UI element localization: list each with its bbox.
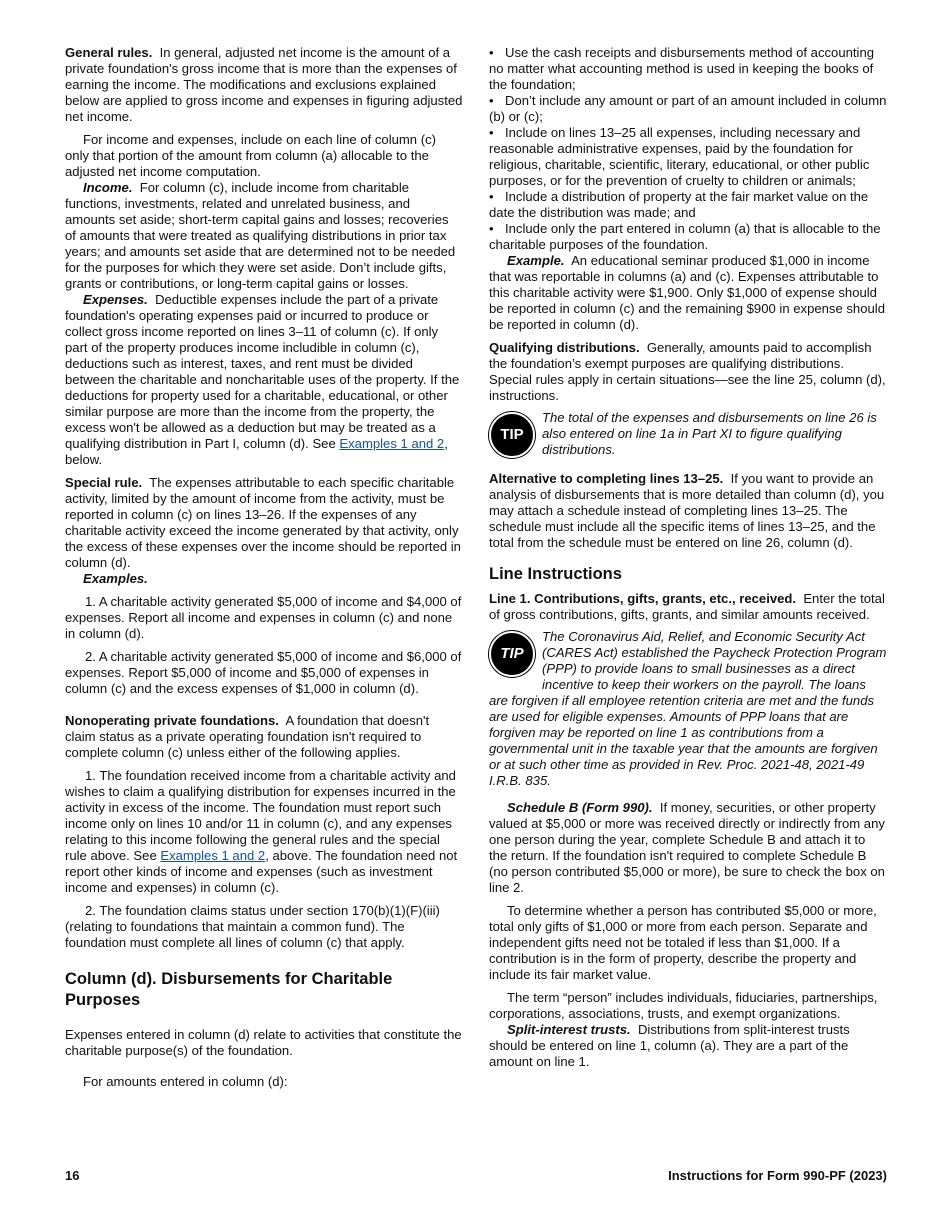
list-item xyxy=(489,125,887,189)
alternative-body: If you want to provide an analysis of disbursements that is more detailed than column (d), you may attach a schedule instead of completing lines 13–25. The schedule must include all the specific items of lines 13–25, and the total from the schedule must be entered on line 26, column (d). xyxy=(489,471,885,550)
right-column xyxy=(489,45,887,1070)
bullet-text: Use the cash receipts and disbursements method of accounting no matter what accounting method is used in keeping the books of the foundation; xyxy=(489,45,875,92)
line-1-heading: Line 1. Contributions, gifts, grants, etc., received. xyxy=(489,591,797,606)
page-number: 16 xyxy=(65,1168,80,1183)
list-item xyxy=(489,221,887,253)
tip-1-text: The total of the expenses and disbursements on line 26 is also entered on line 1a in Part XI to figure qualifying distributions. xyxy=(542,410,877,457)
expenses-tail: , below. xyxy=(65,436,448,467)
alternative-paragraph xyxy=(489,471,887,551)
tip-2-text: The Coronavirus Aid, Relief, and Economic Security Act (CARES Act) established the Paycheck Protection Program (PPP) to provide loans to small businesses as a direct incentive to keep their workers on the payroll. The loans are forgiven if all employee retention criteria are met and the funds are used for eligible expenses. Amounts of PPP loans that are forgiven may be reported on line 1 as contributions from a governmental unit in the taxable year that the amounts are forgiven or at such other time as provided in Rev. Proc. 2021-48, 2021-49 I.R.B. 835. xyxy=(489,629,887,788)
list-item xyxy=(489,45,887,93)
bullet-text: Include a distribution of property at the fair market value on the date the distribution was made; and xyxy=(489,189,869,220)
list-item xyxy=(489,189,887,221)
expenses-paragraph xyxy=(65,292,463,468)
form-title-footer: Instructions for Form 990-PF (2023) xyxy=(668,1168,887,1183)
line-1-body: Enter the total of gross contributions, gifts, grants, and similar amounts received. xyxy=(489,591,885,622)
income-expenses-paragraph: For income and expenses, include on each line of column (c) only that portion of the amount from column (a) allocable to the adjusted net income computation. xyxy=(65,132,436,179)
nonop-item-2: 2. The foundation claims status under section 170(b)(1)(F)(iii) (relating to foundations that maintain a common fund). The foundation must complete all lines of column (c) that apply. xyxy=(65,903,440,950)
tip-box-1 xyxy=(489,410,887,458)
special-rule-heading: Special rule. xyxy=(65,475,143,490)
bullet-glyph: • xyxy=(489,45,494,60)
nonoperating-paragraph xyxy=(65,713,463,761)
examples-heading-line xyxy=(65,571,463,587)
expenses-body: Deductible expenses include the part of a private foundation's operating expenses paid or incurred to produce or collect gross income reported on lines 3–11 of column (c). If only part of the property produces income includible in column (c), deductions such as interest, taxes, and rent must be divided between the charitable and noncharitable uses of the property. If the deductions for property used for a charitable, educational, or other similar purpose are more than the income from the property, the excess won't be allowed as a deduction but may be treated as a qualifying distribution in Part I, column (d). See xyxy=(65,292,460,451)
income-heading: Income. xyxy=(83,180,133,195)
determine-paragraph: To determine whether a person has contributed $5,000 or more, total only gifts of $1,000 or more from each person. Separate and independent gifts need not be totaled if less than $1,000. If a contribution is in the form of property, describe the property and include its fair market value. xyxy=(489,903,877,982)
alternative-heading: Alternative to completing lines 13–25. xyxy=(489,471,724,486)
example-heading: Example. xyxy=(507,253,565,268)
column-d-heading: Column (d). Disbursements for Charitable Purposes xyxy=(65,970,393,1009)
general-rules-body: In general, adjusted net income is the amount of a private foundation's gross income that is more than the expenses of earning the income. The modifications and exclusions explained below are applied to gross income and expenses in figuring adjusted net income. xyxy=(65,45,463,124)
examples-link-2[interactable]: Examples 1 and 2 xyxy=(160,848,266,863)
tip-box-2 xyxy=(489,629,887,789)
split-interest-body: Distributions from split-interest trusts should be entered on line 1, column (a). They are a part of the amount on line 1. xyxy=(489,1022,850,1069)
schedule-b-heading: Schedule B (Form 990). xyxy=(507,800,653,815)
split-interest-heading: Split-interest trusts. xyxy=(507,1022,631,1037)
qualifying-heading: Qualifying distributions. xyxy=(489,340,640,355)
nonop-item-1-tail: , above. The foundation need not report other kinds of income and expenses (such as investment income and expenses) in column (c). xyxy=(65,848,458,895)
column-d-paragraph: Expenses entered in column (d) relate to activities that constitute the charitable purpose(s) of the foundation. xyxy=(65,1027,462,1058)
schedule-b-paragraph xyxy=(489,800,887,896)
example-1: 1. A charitable activity generated $5,000 of income and $4,000 of expenses. Report all income and expenses in column (c) and none in column (d). xyxy=(65,594,462,641)
bullet-glyph: • xyxy=(489,189,494,204)
income-paragraph xyxy=(65,180,463,292)
example-body: An educational seminar produced $1,000 in income that was reportable in columns (a) and (c). Expenses attributable to this charitable activity were $1,900. Only $1,000 of expense should be reported in column (c) and the remaining $900 in expense should be reported in column (d). xyxy=(489,253,885,332)
general-rules-heading: General rules. xyxy=(65,45,153,60)
qualifying-body: Generally, amounts paid to accomplish the foundation’s exempt purposes are qualifying distributions. Special rules apply in certain situations—see the line 25, column (d), instructions. xyxy=(489,340,886,403)
examples-heading: Examples. xyxy=(83,571,148,586)
nonop-item-1 xyxy=(65,768,463,896)
special-rule-paragraph xyxy=(65,475,463,571)
income-body: For column (c), include income from charitable functions, investments, related and unrelated business, and amounts set aside; short-term capital gains and losses; recoveries of amounts that were treated as qualifying distributions in prior tax years; and amounts set aside that are determined not to be needed for the purposes for which they were set aside. Don’t include gifts, grants or contributions, or long-term capital gains or losses. xyxy=(65,180,456,291)
examples-link[interactable]: Examples 1 and 2 xyxy=(339,436,445,451)
split-interest-paragraph xyxy=(489,1022,887,1070)
bullet-glyph: • xyxy=(489,93,494,108)
example-paragraph xyxy=(489,253,887,333)
nonoperating-heading: Nonoperating private foundations. xyxy=(65,713,279,728)
line-1-paragraph xyxy=(489,591,887,623)
nonoperating-body: A foundation that doesn't claim status as a private operating foundation isn't required to complete column (c) unless either of the following applies. xyxy=(65,713,430,760)
tip-icon: TIP xyxy=(489,631,535,677)
column-d-for-amounts: For amounts entered in column (d): xyxy=(83,1074,288,1089)
nonop-item-1-body: 1. The foundation received income from a charitable activity and wishes to claim a qualifying distribution for expenses incurred in the activity in excess of the income. The foundation must report such income only on lines 10 and/or 11 in column (c), and any expenses relating to this income following the general rules and the special rule above. See xyxy=(65,768,456,863)
example-2: 2. A charitable activity generated $5,000 of income and $6,000 of expenses. Report $5,000 of income and $5,000 of expenses in column (c) and the excess expenses of $1,000 in column (d). xyxy=(65,649,462,696)
special-rule-body: The expenses attributable to each specific charitable activity, limited by the amount of income from the activity, must be reported in column (c) on lines 13–26. If the expenses of any charitable activity exceed the income generated by that activity, only the excess of these expenses over the income should be reported in column (d). xyxy=(65,475,461,570)
bullet-text: Don’t include any amount or part of an amount included in column (b) or (c); xyxy=(489,93,887,124)
expenses-heading: Expenses. xyxy=(83,292,148,307)
bullet-glyph: • xyxy=(489,221,494,236)
bullet-text: Include on lines 13–25 all expenses, including necessary and reasonable administrative expenses, paid by the foundation for religious, charitable, scientific, literary, educational, or other public purposes, or for the prevention of cruelty to children or animals; xyxy=(489,125,870,188)
line-instructions-heading: Line Instructions xyxy=(489,565,622,583)
bullet-text: Include only the part entered in column (a) that is allocable to the charitable purposes of the foundation. xyxy=(489,221,881,252)
person-paragraph: The term “person” includes individuals, fiduciaries, partnerships, corporations, associations, trusts, and exempt organizations. xyxy=(489,990,878,1021)
bullet-list xyxy=(489,45,887,253)
list-item xyxy=(489,93,887,125)
qualifying-paragraph xyxy=(489,340,887,404)
general-rules-paragraph xyxy=(65,45,463,125)
schedule-b-body: If money, securities, or other property valued at $5,000 or more was received directly or indirectly from any one person during the year, complete Schedule B and attach it to the return. If the foundation isn't required to complete Schedule B (no person contributed $5,000 or more), be sure to check the box on line 2. xyxy=(489,800,885,895)
left-column xyxy=(65,45,463,1090)
tip-icon: TIP xyxy=(489,412,535,458)
bullet-glyph: • xyxy=(489,125,494,140)
